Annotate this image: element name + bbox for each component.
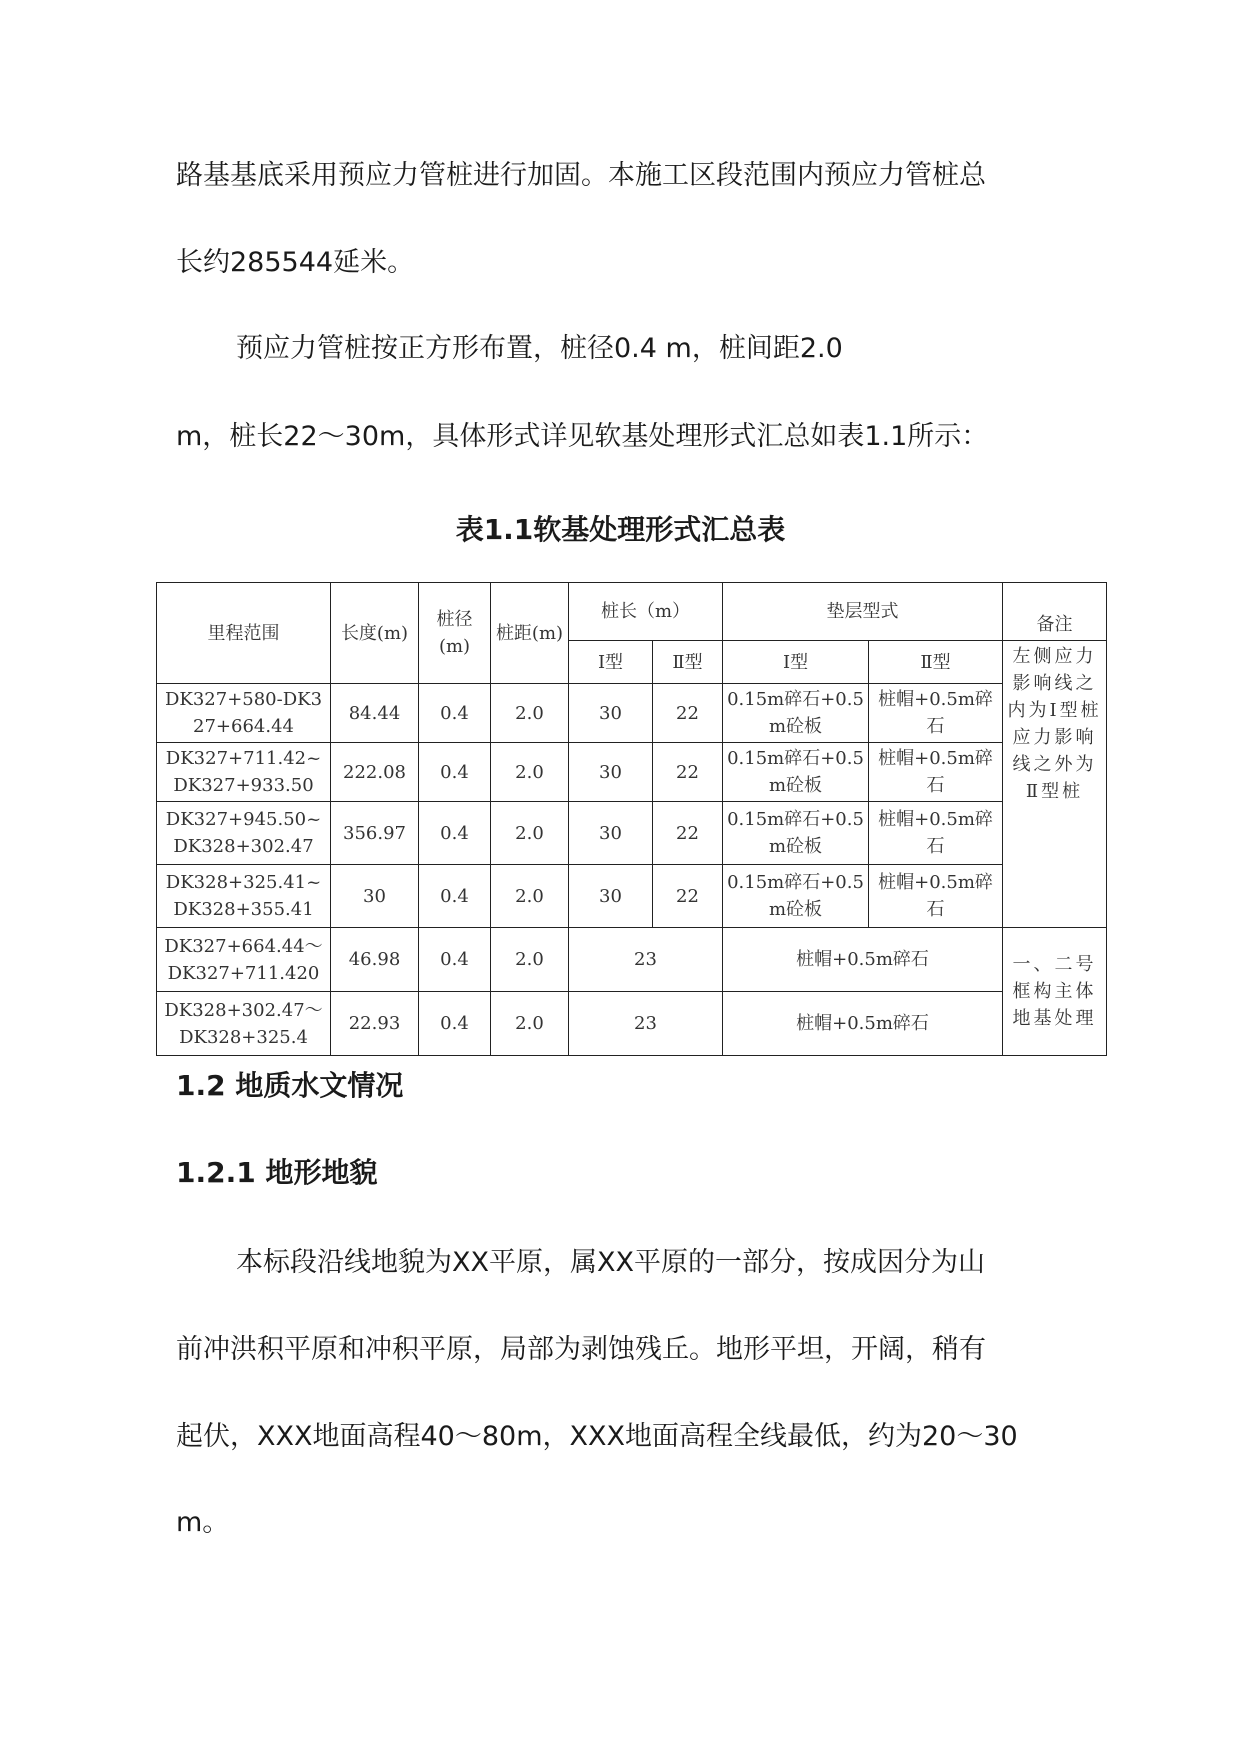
- body-paragraph-line: m，桩长22～30m，具体形式详见软基处理形式汇总如表1.1所示：: [176, 421, 989, 452]
- table-header-row: [157, 583, 1107, 641]
- header-remark: 备注: [1003, 583, 1107, 641]
- cell-cushion1: 0.15m碎石+0.5m砼板: [723, 802, 869, 865]
- body-paragraph-line: 长约285544延米。: [176, 247, 415, 278]
- body-paragraph-line: 本标段沿线地貌为XX平原，属XX平原的一部分，按成因分为山: [236, 1247, 985, 1278]
- header-type2: Ⅱ型: [653, 641, 723, 684]
- table-row: [157, 802, 1107, 865]
- cell-diameter: 0.4: [419, 992, 491, 1056]
- cell-pile-length: 23: [569, 928, 723, 992]
- cell-cushion1: 0.15m碎石+0.5m砼板: [723, 865, 869, 928]
- cell-spacing: 2.0: [491, 865, 569, 928]
- cell-type2: 22: [653, 684, 723, 743]
- cell-range: DK328+302.47～DK328+325.4: [157, 992, 331, 1056]
- body-paragraph-line: 前冲洪积平原和冲积平原，局部为剥蚀残丘。地形平坦，开阔，稍有: [176, 1334, 986, 1365]
- cell-diameter: 0.4: [419, 865, 491, 928]
- header-spacing: 桩距(m): [491, 583, 569, 684]
- cell-type1: 30: [569, 802, 653, 865]
- body-paragraph-line: m。: [176, 1507, 230, 1538]
- cell-range: DK327+664.44～DK327+711.420: [157, 928, 331, 992]
- header-pile-length: 桩长（m）: [569, 583, 723, 641]
- header-length: 长度(m): [331, 583, 419, 684]
- table-caption: 表1.1软基处理形式汇总表: [455, 513, 786, 546]
- body-paragraph-line: 路基基底采用预应力管桩进行加固。本施工区段范围内预应力管桩总: [176, 160, 986, 191]
- soft-foundation-table: [156, 582, 1107, 1056]
- cell-type2: 22: [653, 802, 723, 865]
- cell-type2: 22: [653, 743, 723, 802]
- cell-spacing: 2.0: [491, 743, 569, 802]
- cell-cushion2: 桩帽+0.5m碎石: [869, 802, 1003, 865]
- cell-length: 46.98: [331, 928, 419, 992]
- cell-range: DK327+945.50~DK328+302.47: [157, 802, 331, 865]
- cell-pile-length: 23: [569, 992, 723, 1056]
- cell-cushion1: 0.15m碎石+0.5m砼板: [723, 684, 869, 743]
- table-row: [157, 684, 1107, 743]
- cell-type2: 22: [653, 865, 723, 928]
- body-paragraph-line: 预应力管桩按正方形布置，桩径0.4 m，桩间距2.0: [236, 333, 843, 364]
- cell-cushion2: 桩帽+0.5m碎石: [869, 865, 1003, 928]
- header-cushion-type1: Ⅰ型: [723, 641, 869, 684]
- remark-cell: 一、二号框构主体地基处理: [1003, 928, 1107, 1056]
- cell-length: 356.97: [331, 802, 419, 865]
- cell-type1: 30: [569, 684, 653, 743]
- cell-length: 30: [331, 865, 419, 928]
- cell-cushion: 桩帽+0.5m碎石: [723, 928, 1003, 992]
- section-heading: 1.2 地质水文情况: [176, 1069, 404, 1102]
- cell-length: 222.08: [331, 743, 419, 802]
- cell-spacing: 2.0: [491, 928, 569, 992]
- cell-length: 22.93: [331, 992, 419, 1056]
- cell-diameter: 0.4: [419, 684, 491, 743]
- table-row: [157, 743, 1107, 802]
- cell-range: DK327+711.42~DK327+933.50: [157, 743, 331, 802]
- cell-spacing: 2.0: [491, 802, 569, 865]
- cell-spacing: 2.0: [491, 684, 569, 743]
- cell-diameter: 0.4: [419, 743, 491, 802]
- header-diameter: 桩径(m): [419, 583, 491, 684]
- header-cushion-type2: Ⅱ型: [869, 641, 1003, 684]
- cell-type1: 30: [569, 865, 653, 928]
- cell-length: 84.44: [331, 684, 419, 743]
- cell-cushion: 桩帽+0.5m碎石: [723, 992, 1003, 1056]
- body-paragraph-line: 起伏，XXX地面高程40～80m，XXX地面高程全线最低，约为20～30: [176, 1421, 1018, 1452]
- cell-range: DK328+325.41~DK328+355.41: [157, 865, 331, 928]
- subsection-heading: 1.2.1 地形地貌: [176, 1156, 378, 1189]
- cell-range: DK327+580-DK327+664.44: [157, 684, 331, 743]
- cell-spacing: 2.0: [491, 992, 569, 1056]
- cell-cushion2: 桩帽+0.5m碎石: [869, 684, 1003, 743]
- cell-diameter: 0.4: [419, 802, 491, 865]
- remark-cell: 左侧应力影响线之内为Ⅰ型桩应力影响线之外为Ⅱ型桩: [1003, 641, 1107, 928]
- table-row: [157, 928, 1107, 992]
- table-row: [157, 992, 1107, 1056]
- table-row: [157, 865, 1107, 928]
- cell-cushion1: 0.15m碎石+0.5m砼板: [723, 743, 869, 802]
- header-range: 里程范围: [157, 583, 331, 684]
- header-type1: Ⅰ型: [569, 641, 653, 684]
- header-cushion: 垫层型式: [723, 583, 1003, 641]
- cell-type1: 30: [569, 743, 653, 802]
- cell-cushion2: 桩帽+0.5m碎石: [869, 743, 1003, 802]
- cell-diameter: 0.4: [419, 928, 491, 992]
